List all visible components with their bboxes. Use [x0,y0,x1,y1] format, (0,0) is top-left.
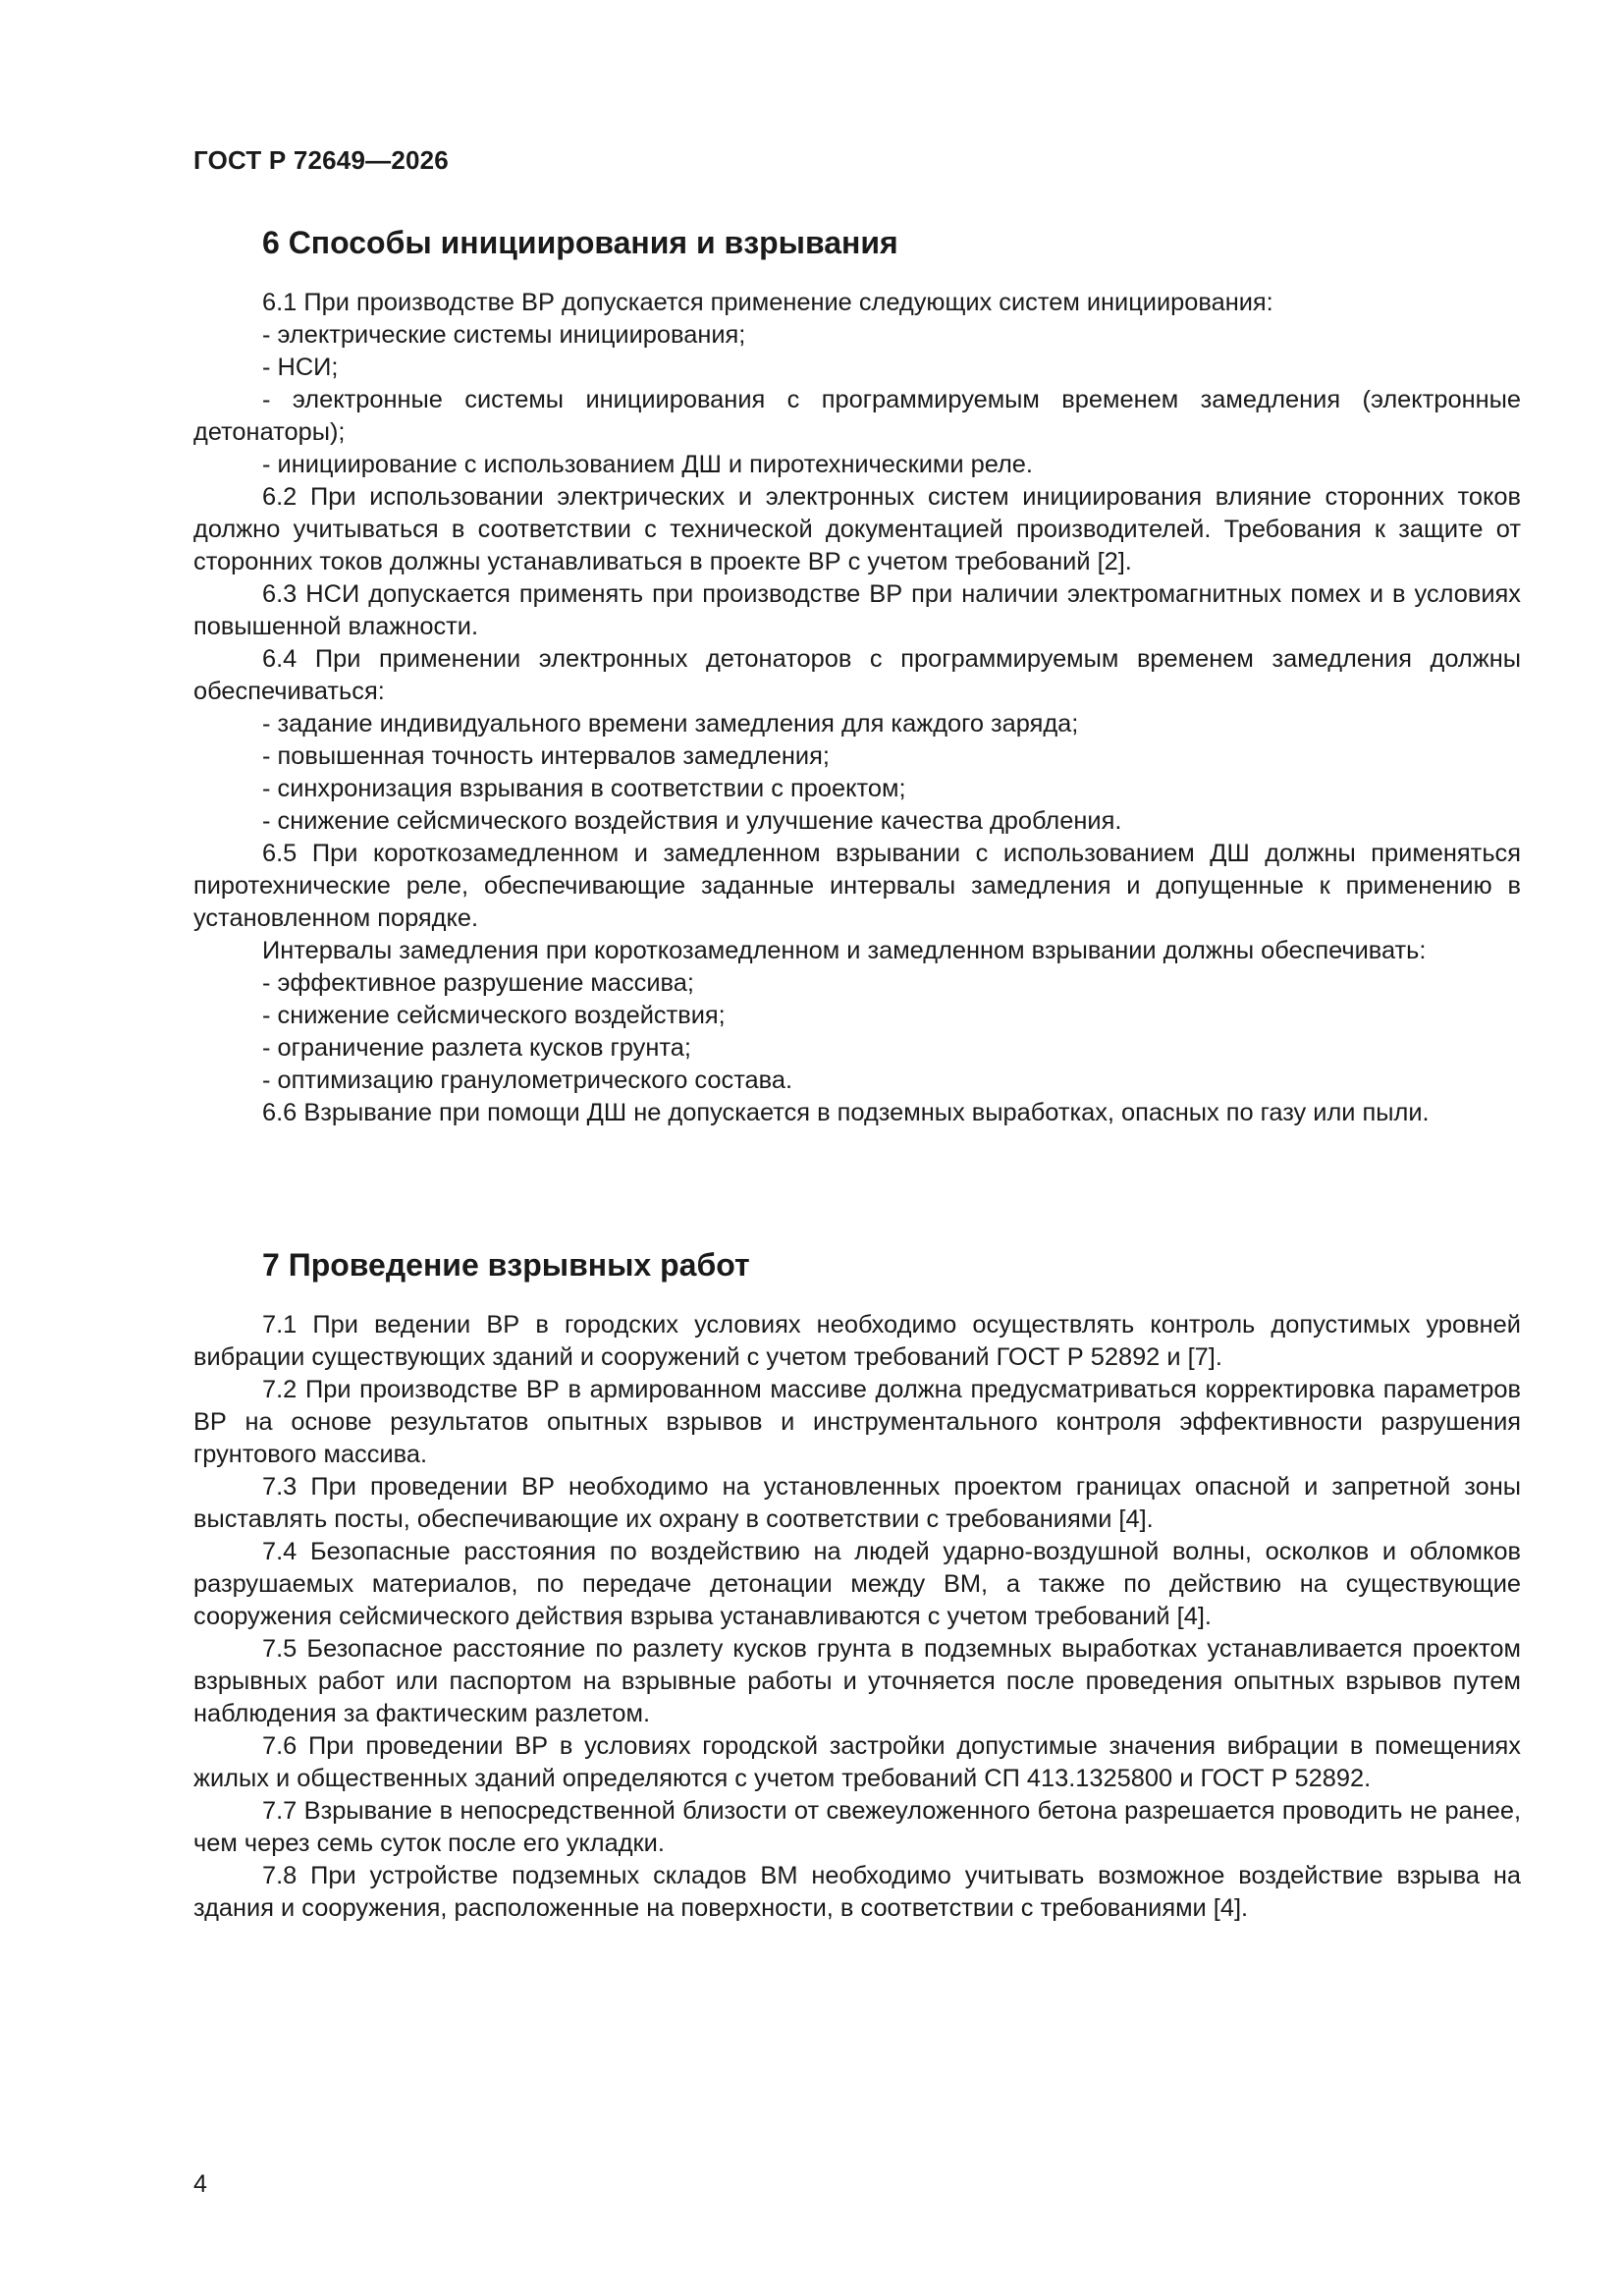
list-item: - повышенная точность интервалов замедления; [262,742,830,770]
list-item: - снижение сейсмического воздействия и улучшение качества дробления. [262,807,1122,835]
paragraph: 6.4 При применении электронных детонаторов с программируемым временем замедления должны обеспечиваться: [193,645,1521,705]
section-title: 7 Проведение взрывных работ [262,1247,750,1283]
paragraph: 7.8 При устройстве подземных складов ВМ необходимо учитывать возможное воздействие взрыва на здания и сооружения, расположенные на поверхности, в соответствии с требованиями [4]. [193,1862,1521,1922]
list-item: - электрические системы инициирования; [262,321,746,349]
paragraph: Интервалы замедления при короткозамедленном и замедленном взрывании должны обеспечивать: [262,937,1427,964]
paragraph: 7.1 При ведении ВР в городских условиях необходимо осуществлять контроль допустимых уровней вибрации существующих зданий и сооружений с учетом требований ГОСТ Р 52892 и [7]. [193,1311,1521,1371]
section-body [193,1309,1521,1925]
list-item: - синхронизация взрывания в соответствии с проектом; [262,775,906,802]
section-7 [193,1244,1521,1925]
section-6 [193,222,1521,1129]
list-item: - НСИ; [262,354,339,381]
list-item: - инициирование с использованием ДШ и пиротехническими реле. [262,451,1033,478]
list-item: - ограничение разлета кусков грунта; [262,1034,691,1062]
list-item: - оптимизацию гранулометрического состава. [262,1066,793,1094]
paragraph: 6.5 При короткозамедленном и замедленном взрывании с использованием ДШ должны применяться пиротехнические реле, обеспечивающие заданные интервалы замедления и допущенные к применению в установленном порядке. [193,840,1521,932]
section-title: 6 Способы инициирования и взрывания [262,225,898,260]
paragraph: 6.1 При производстве ВР допускается применение следующих систем инициирования: [262,289,1273,316]
list-item: - задание индивидуального времени замедления для каждого заряда; [262,710,1079,738]
document-header: ГОСТ Р 72649—2026 [193,145,449,175]
paragraph: 6.6 Взрывание при помощи ДШ не допускается в подземных выработках, опасных по газу или пыли. [262,1099,1430,1126]
paragraph: 7.3 При проведении ВР необходимо на установленных проектом границах опасной и запретной зоны выставлять посты, обеспечивающие их охрану в соответствии с требованиями [4]. [193,1473,1521,1533]
paragraph: 7.7 Взрывание в непосредственной близости от свежеуложенного бетона разрешается проводить не ранее, чем через семь суток после его укладки. [193,1797,1521,1857]
section-body [193,287,1521,1129]
paragraph: 7.5 Безопасное расстояние по разлету кусков грунта в подземных выработках устанавливается проектом взрывных работ или паспортом на взрывные работы и уточняется после проведения опытных взрывов путем наблюдения за фактическим разлетом. [193,1635,1521,1727]
paragraph: - электронные системы инициирования с программируемым временем замедления (электронные детонаторы); [193,386,1521,446]
paragraph: 7.6 При проведении ВР в условиях городской застройки допустимые значения вибрации в помещениях жилых и общественных зданий определяются с учетом требований СП 413.1325800 и ГОСТ Р 52892. [193,1732,1521,1792]
list-item: - эффективное разрушение массива; [262,969,694,997]
paragraph: 7.4 Безопасные расстояния по воздействию на людей ударно-воздушной волны, осколков и обломков разрушаемых материалов, по передаче детонации между ВМ, а также по действию на существующие сооружения сейсмического действия взрыва устанавливаются с учетом требований [4]. [193,1538,1521,1630]
paragraph: 7.2 При производстве ВР в армированном массиве должна предусматриваться корректировка параметров ВР на основе результатов опытных взрывов и инструментального контроля эффективности разрушения грунтового массива. [193,1376,1521,1468]
paragraph: 6.2 При использовании электрических и электронных систем инициирования влияние сторонних токов должно учитываться в соответствии с технической документацией производителей. Требования к защите от сторонних токов должны устанавливаться в проекте ВР с учетом требований [2]. [193,483,1521,575]
paragraph: 6.3 НСИ допускается применять при производстве ВР при наличии электромагнитных помех и в условиях повышенной влажности. [193,580,1521,640]
list-item: - снижение сейсмического воздействия; [262,1002,726,1029]
page-number: 4 [193,2170,207,2198]
